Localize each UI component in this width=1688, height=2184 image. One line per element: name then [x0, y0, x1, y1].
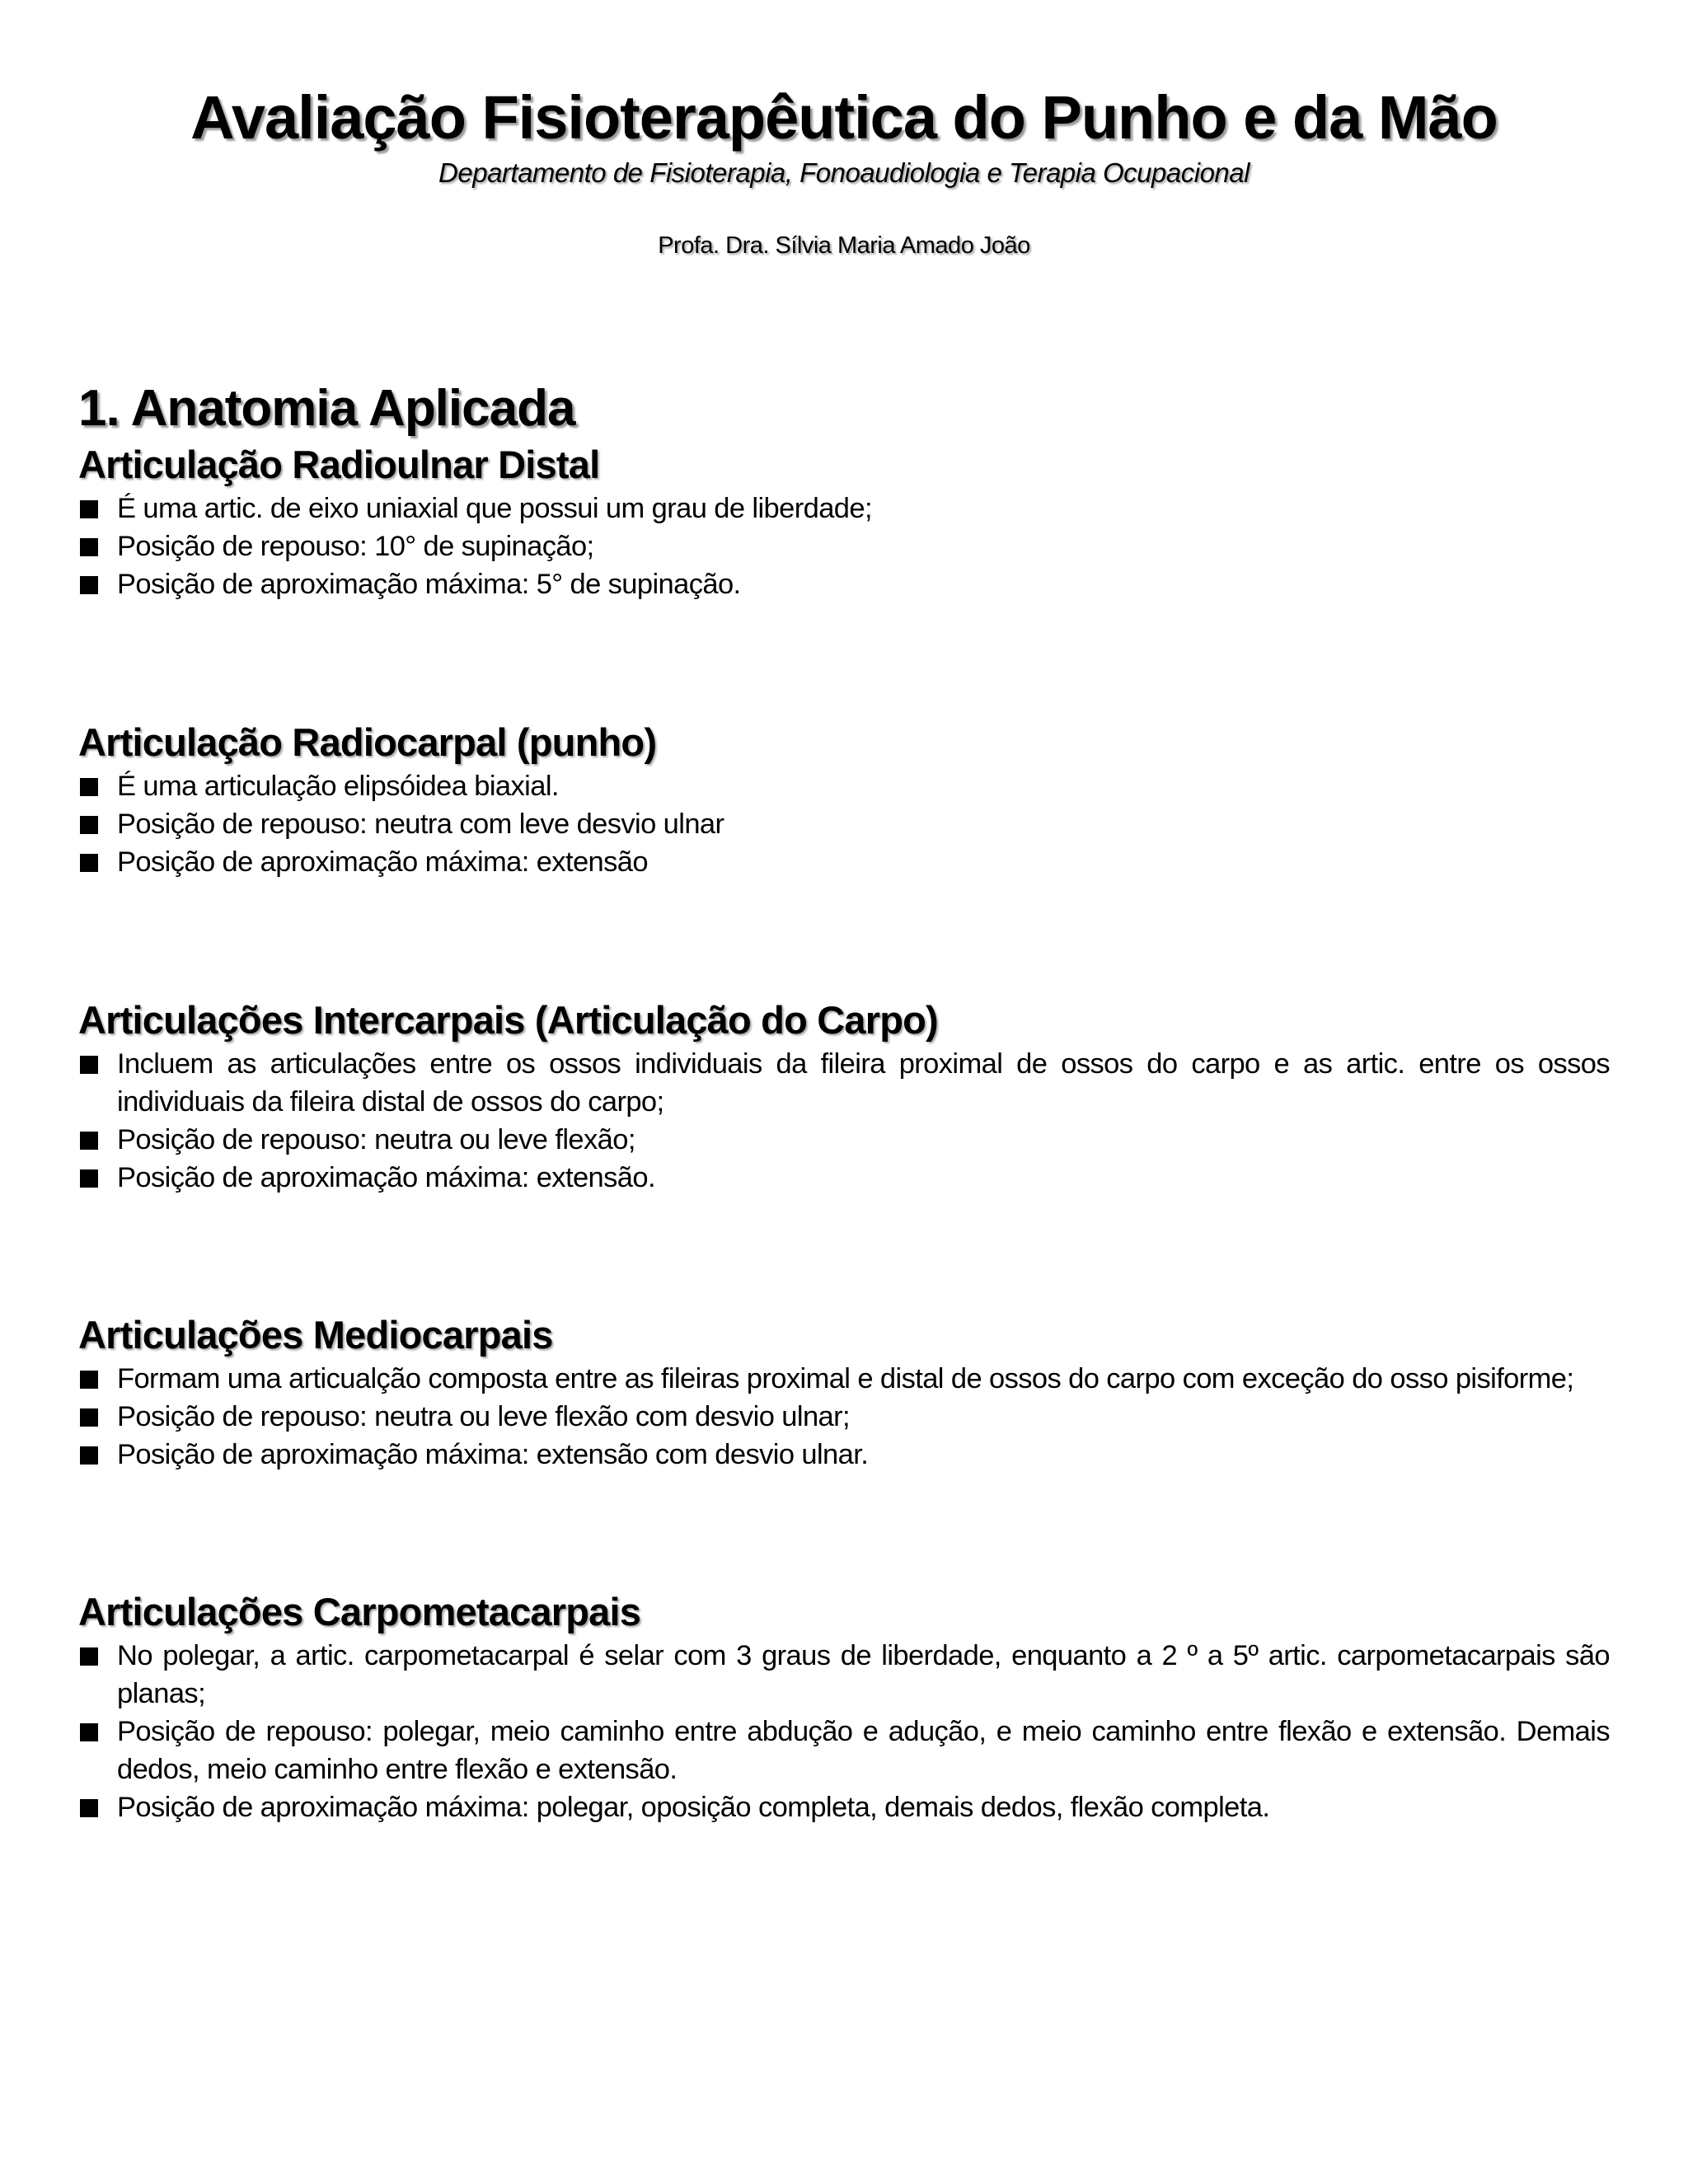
square-bullet-icon	[80, 1647, 98, 1666]
square-bullet-icon	[80, 1408, 98, 1427]
list-item	[78, 1360, 1610, 1398]
bullet-list	[78, 1045, 1610, 1197]
list-item-text: Incluem as articulações entre os ossos individuais da fileira proximal de ossos do carpo e as artic. entre os ossos individuais da fileira distal de ossos do carpo;	[117, 1048, 1610, 1118]
square-bullet-icon	[80, 1056, 98, 1074]
square-bullet-icon	[80, 1132, 98, 1150]
list-item	[78, 805, 1610, 843]
joint-section-intercarpal	[78, 997, 1610, 1197]
list-item-text: É uma articulação elipsóidea biaxial.	[117, 771, 559, 802]
joint-heading: Articulação Radiocarpal (punho)	[78, 720, 657, 764]
bullet-list	[78, 490, 1610, 603]
list-item	[78, 527, 1610, 565]
list-item-text: Posição de aproximação máxima: 5° de supinação.	[117, 569, 741, 600]
list-item	[78, 1045, 1610, 1121]
list-item-text: Posição de repouso: neutra com leve desvio ulnar	[117, 808, 724, 840]
bullet-list	[78, 1360, 1610, 1474]
bullet-list	[78, 1637, 1610, 1826]
joint-section-carpometacarpal	[78, 1589, 1610, 1826]
list-item-text: Formam uma articualção composta entre as fileiras proximal e distal de ossos do carpo com exceção do osso pisiforme;	[117, 1363, 1574, 1394]
section-title: 1. Anatomia Aplicada	[78, 380, 575, 437]
joint-section-midcarpal	[78, 1312, 1610, 1474]
joint-section-radioulnar	[78, 442, 1610, 603]
list-item-text: Posição de repouso: neutra ou leve flexão;	[117, 1124, 635, 1155]
list-item-text: Posição de aproximação máxima: extensão.	[117, 1162, 655, 1193]
bullet-list	[78, 767, 1610, 881]
square-bullet-icon	[80, 778, 98, 796]
list-item	[78, 565, 1610, 603]
list-item-text: Posição de aproximação máxima: extensão	[117, 846, 648, 878]
square-bullet-icon	[80, 538, 98, 556]
square-bullet-icon	[80, 576, 98, 594]
list-item	[78, 1637, 1610, 1713]
list-item	[78, 1159, 1610, 1197]
list-item-text: No polegar, a artic. carpometacarpal é selar com 3 graus de liberdade, enquanto a 2 º a 5º artic. carpometacarpais são planas;	[117, 1640, 1610, 1709]
list-item	[78, 843, 1610, 881]
joint-section-radiocarpal	[78, 719, 1610, 881]
document-title: Avaliação Fisioterapêutica do Punho e da Mão	[190, 83, 1498, 152]
list-item	[78, 490, 1610, 527]
square-bullet-icon	[80, 1799, 98, 1817]
square-bullet-icon	[80, 1723, 98, 1741]
square-bullet-icon	[80, 854, 98, 872]
square-bullet-icon	[80, 816, 98, 834]
list-item-text: Posição de repouso: neutra ou leve flexão com desvio ulnar;	[117, 1401, 850, 1432]
list-item	[78, 1788, 1610, 1826]
joint-heading: Articulações Carpometacarpais	[78, 1590, 641, 1633]
list-item	[78, 1713, 1610, 1788]
list-item-text: Posição de aproximação máxima: polegar, oposição completa, demais dedos, flexão completa.	[117, 1792, 1270, 1823]
list-item-text: É uma artic. de eixo uniaxial que possui um grau de liberdade;	[117, 493, 872, 524]
square-bullet-icon	[80, 1169, 98, 1188]
square-bullet-icon	[80, 1371, 98, 1389]
square-bullet-icon	[80, 1446, 98, 1465]
list-item-text: Posição de repouso: 10° de supinação;	[117, 531, 594, 562]
list-item	[78, 1398, 1610, 1436]
department-subtitle: Departamento de Fisioterapia, Fonoaudiologia e Terapia Ocupacional	[438, 157, 1250, 188]
author-line: Profa. Dra. Sílvia Maria Amado João	[658, 232, 1030, 259]
joint-heading: Articulação Radioulnar Distal	[78, 443, 600, 486]
list-item	[78, 1436, 1610, 1474]
list-item-text: Posição de aproximação máxima: extensão com desvio ulnar.	[117, 1439, 869, 1470]
list-item	[78, 1121, 1610, 1159]
list-item	[78, 767, 1610, 805]
list-item-text: Posição de repouso: polegar, meio caminho entre abdução e adução, e meio caminho entre flexão e extensão. Demais dedos, meio caminho entre flexão e extensão.	[117, 1716, 1610, 1785]
joint-heading: Articulações Mediocarpais	[78, 1313, 553, 1357]
square-bullet-icon	[80, 500, 98, 518]
joint-heading: Articulações Intercarpais (Articulação do Carpo)	[78, 998, 938, 1042]
